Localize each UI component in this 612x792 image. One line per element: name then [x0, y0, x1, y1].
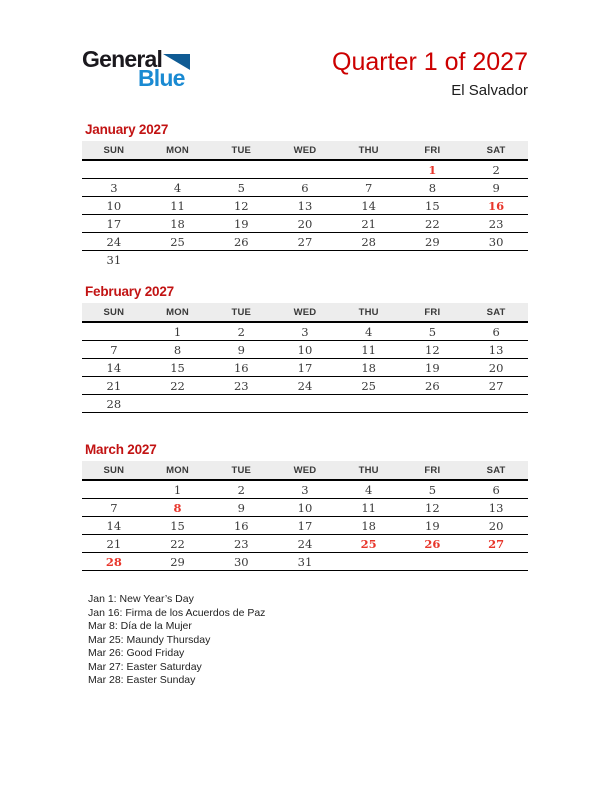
day-cell: 7 — [337, 179, 401, 197]
day-cell: 1 — [401, 160, 465, 179]
weekday-header-row — [82, 303, 528, 322]
day-cell: 23 — [209, 535, 273, 553]
week-row — [82, 535, 528, 553]
empty-day-cell — [82, 480, 146, 499]
week-row — [82, 553, 528, 571]
day-cell: 15 — [146, 517, 210, 535]
day-cell: 19 — [209, 215, 273, 233]
month-title-march: March 2027 — [85, 442, 157, 457]
weekday-header: MON — [146, 461, 210, 480]
month-section-march — [82, 442, 528, 571]
day-cell: 27 — [464, 377, 528, 395]
day-cell: 17 — [273, 359, 337, 377]
day-cell: 10 — [273, 499, 337, 517]
holiday-item: Mar 8: Día de la Mujer — [88, 620, 192, 632]
empty-day-cell — [401, 395, 465, 413]
empty-day-cell — [82, 322, 146, 341]
day-cell: 17 — [273, 517, 337, 535]
empty-day-cell — [464, 251, 528, 269]
empty-day-cell — [464, 553, 528, 571]
week-row — [82, 179, 528, 197]
month-section-february — [82, 284, 528, 413]
holiday-item: Mar 27: Easter Saturday — [88, 660, 202, 673]
holiday-item: Jan 1: New Year’s Day — [88, 593, 194, 605]
empty-day-cell — [337, 160, 401, 179]
empty-day-cell — [209, 160, 273, 179]
page-title: Quarter 1 of 2027 — [332, 48, 528, 76]
holiday-item: Mar 28: Easter Sunday — [88, 674, 196, 686]
weekday-header: TUE — [209, 141, 273, 160]
day-cell: 13 — [464, 499, 528, 517]
day-cell: 24 — [82, 233, 146, 251]
day-cell: 3 — [82, 179, 146, 197]
day-cell: 14 — [337, 197, 401, 215]
week-row — [82, 215, 528, 233]
day-cell: 30 — [209, 553, 273, 571]
weekday-header: MON — [146, 141, 210, 160]
february-calendar-table — [82, 303, 528, 413]
day-cell: 16 — [209, 517, 273, 535]
day-cell: 20 — [464, 517, 528, 535]
empty-day-cell — [401, 553, 465, 571]
empty-day-cell — [209, 395, 273, 413]
day-cell: 5 — [401, 480, 465, 499]
month-title-february: February 2027 — [85, 284, 174, 299]
week-row — [82, 341, 528, 359]
day-cell: 28 — [337, 233, 401, 251]
weekday-header: FRI — [401, 141, 465, 160]
empty-day-cell — [273, 251, 337, 269]
day-cell: 22 — [401, 215, 465, 233]
day-cell: 23 — [209, 377, 273, 395]
weekday-header: SUN — [82, 461, 146, 480]
empty-day-cell — [464, 395, 528, 413]
empty-day-cell — [146, 251, 210, 269]
day-cell: 10 — [273, 341, 337, 359]
day-cell: 18 — [146, 215, 210, 233]
weekday-header: SAT — [464, 461, 528, 480]
weekday-header: THU — [337, 141, 401, 160]
weekday-header-row — [82, 141, 528, 160]
holiday-list — [88, 593, 528, 688]
day-cell: 24 — [273, 377, 337, 395]
week-row — [82, 359, 528, 377]
day-cell: 19 — [401, 517, 465, 535]
day-cell: 26 — [209, 233, 273, 251]
day-cell: 22 — [146, 377, 210, 395]
day-cell: 1 — [146, 322, 210, 341]
march-calendar-table — [82, 461, 528, 571]
weekday-header: SUN — [82, 303, 146, 322]
day-cell: 11 — [337, 499, 401, 517]
day-cell: 27 — [273, 233, 337, 251]
week-row — [82, 499, 528, 517]
title-block — [332, 46, 528, 99]
day-cell: 16 — [464, 197, 528, 215]
weekday-header: WED — [273, 461, 337, 480]
weekday-header: MON — [146, 303, 210, 322]
day-cell: 9 — [464, 179, 528, 197]
day-cell: 1 — [146, 480, 210, 499]
day-cell: 18 — [337, 359, 401, 377]
day-cell: 27 — [464, 535, 528, 553]
day-cell: 8 — [146, 341, 210, 359]
day-cell: 19 — [401, 359, 465, 377]
page-subtitle: El Salvador — [451, 81, 528, 99]
general-blue-logo — [82, 46, 212, 90]
empty-day-cell — [146, 160, 210, 179]
week-row — [82, 251, 528, 269]
day-cell: 28 — [82, 553, 146, 571]
week-row — [82, 233, 528, 251]
page-header — [82, 46, 528, 104]
holiday-item: Mar 26: Good Friday — [88, 647, 185, 659]
day-cell: 4 — [146, 179, 210, 197]
day-cell: 17 — [82, 215, 146, 233]
day-cell: 20 — [273, 215, 337, 233]
week-row — [82, 197, 528, 215]
day-cell: 7 — [82, 341, 146, 359]
weekday-header: WED — [273, 303, 337, 322]
empty-day-cell — [209, 251, 273, 269]
empty-day-cell — [337, 395, 401, 413]
day-cell: 31 — [273, 553, 337, 571]
day-cell: 22 — [146, 535, 210, 553]
day-cell: 31 — [106, 252, 122, 267]
day-cell: 13 — [464, 341, 528, 359]
day-cell: 29 — [146, 553, 210, 571]
week-row — [82, 377, 528, 395]
day-cell: 25 — [337, 377, 401, 395]
day-cell: 9 — [209, 341, 273, 359]
week-row — [82, 517, 528, 535]
day-cell: 6 — [464, 480, 528, 499]
weekday-header: SAT — [464, 303, 528, 322]
day-cell: 4 — [337, 322, 401, 341]
empty-day-cell — [273, 395, 337, 413]
day-cell: 21 — [82, 535, 146, 553]
day-cell: 15 — [146, 359, 210, 377]
day-cell: 26 — [401, 377, 465, 395]
day-cell: 25 — [337, 535, 401, 553]
empty-day-cell — [401, 251, 465, 269]
day-cell: 14 — [82, 517, 146, 535]
day-cell: 6 — [273, 179, 337, 197]
weekday-header: WED — [273, 141, 337, 160]
day-cell: 20 — [464, 359, 528, 377]
day-cell: 11 — [146, 197, 210, 215]
day-cell: 5 — [401, 322, 465, 341]
day-cell: 7 — [82, 499, 146, 517]
day-cell: 21 — [82, 377, 146, 395]
day-cell: 23 — [464, 215, 528, 233]
day-cell: 11 — [337, 341, 401, 359]
day-cell: 18 — [337, 517, 401, 535]
empty-day-cell — [146, 395, 210, 413]
week-row — [82, 395, 528, 413]
day-cell: 15 — [401, 197, 465, 215]
weekday-header: TUE — [209, 461, 273, 480]
empty-day-cell — [273, 160, 337, 179]
day-cell: 12 — [401, 341, 465, 359]
logo-general-text: General — [82, 46, 163, 72]
day-cell: 26 — [401, 535, 465, 553]
day-cell: 9 — [209, 499, 273, 517]
weekday-header-row — [82, 461, 528, 480]
day-cell: 12 — [209, 197, 273, 215]
day-cell: 28 — [82, 395, 146, 413]
day-cell: 30 — [464, 233, 528, 251]
day-cell: 12 — [401, 499, 465, 517]
day-cell: 3 — [273, 322, 337, 341]
day-cell: 25 — [146, 233, 210, 251]
day-cell: 21 — [337, 215, 401, 233]
day-cell: 16 — [209, 359, 273, 377]
day-cell: 29 — [401, 233, 465, 251]
day-cell: 2 — [209, 322, 273, 341]
weekday-header: TUE — [209, 303, 273, 322]
day-cell: 5 — [209, 179, 273, 197]
empty-day-cell — [82, 160, 146, 179]
january-calendar-table — [82, 141, 528, 268]
day-cell: 14 — [82, 359, 146, 377]
month-section-january — [82, 122, 528, 268]
months-container — [82, 122, 528, 571]
holiday-item: Jan 16: Firma de los Acuerdos de Paz — [88, 606, 266, 619]
day-cell: 8 — [401, 179, 465, 197]
weekday-header: THU — [337, 461, 401, 480]
weekday-header: THU — [337, 303, 401, 322]
weekday-header: SAT — [464, 141, 528, 160]
day-cell: 3 — [273, 480, 337, 499]
empty-day-cell — [337, 251, 401, 269]
weekday-header: FRI — [401, 461, 465, 480]
day-cell: 24 — [273, 535, 337, 553]
day-cell: 2 — [209, 480, 273, 499]
week-row — [82, 160, 528, 179]
holiday-item: Mar 25: Maundy Thursday — [88, 633, 211, 646]
logo-blue-text: Blue — [138, 65, 185, 91]
empty-day-cell — [337, 553, 401, 571]
day-cell: 13 — [273, 197, 337, 215]
day-cell: 8 — [146, 499, 210, 517]
day-cell: 2 — [464, 160, 528, 179]
day-cell: 4 — [337, 480, 401, 499]
weekday-header: SUN — [82, 141, 146, 160]
day-cell: 6 — [464, 322, 528, 341]
weekday-header: FRI — [401, 303, 465, 322]
day-cell: 10 — [82, 197, 146, 215]
month-title-january: January 2027 — [85, 122, 169, 137]
week-row — [82, 480, 528, 499]
week-row — [82, 322, 528, 341]
